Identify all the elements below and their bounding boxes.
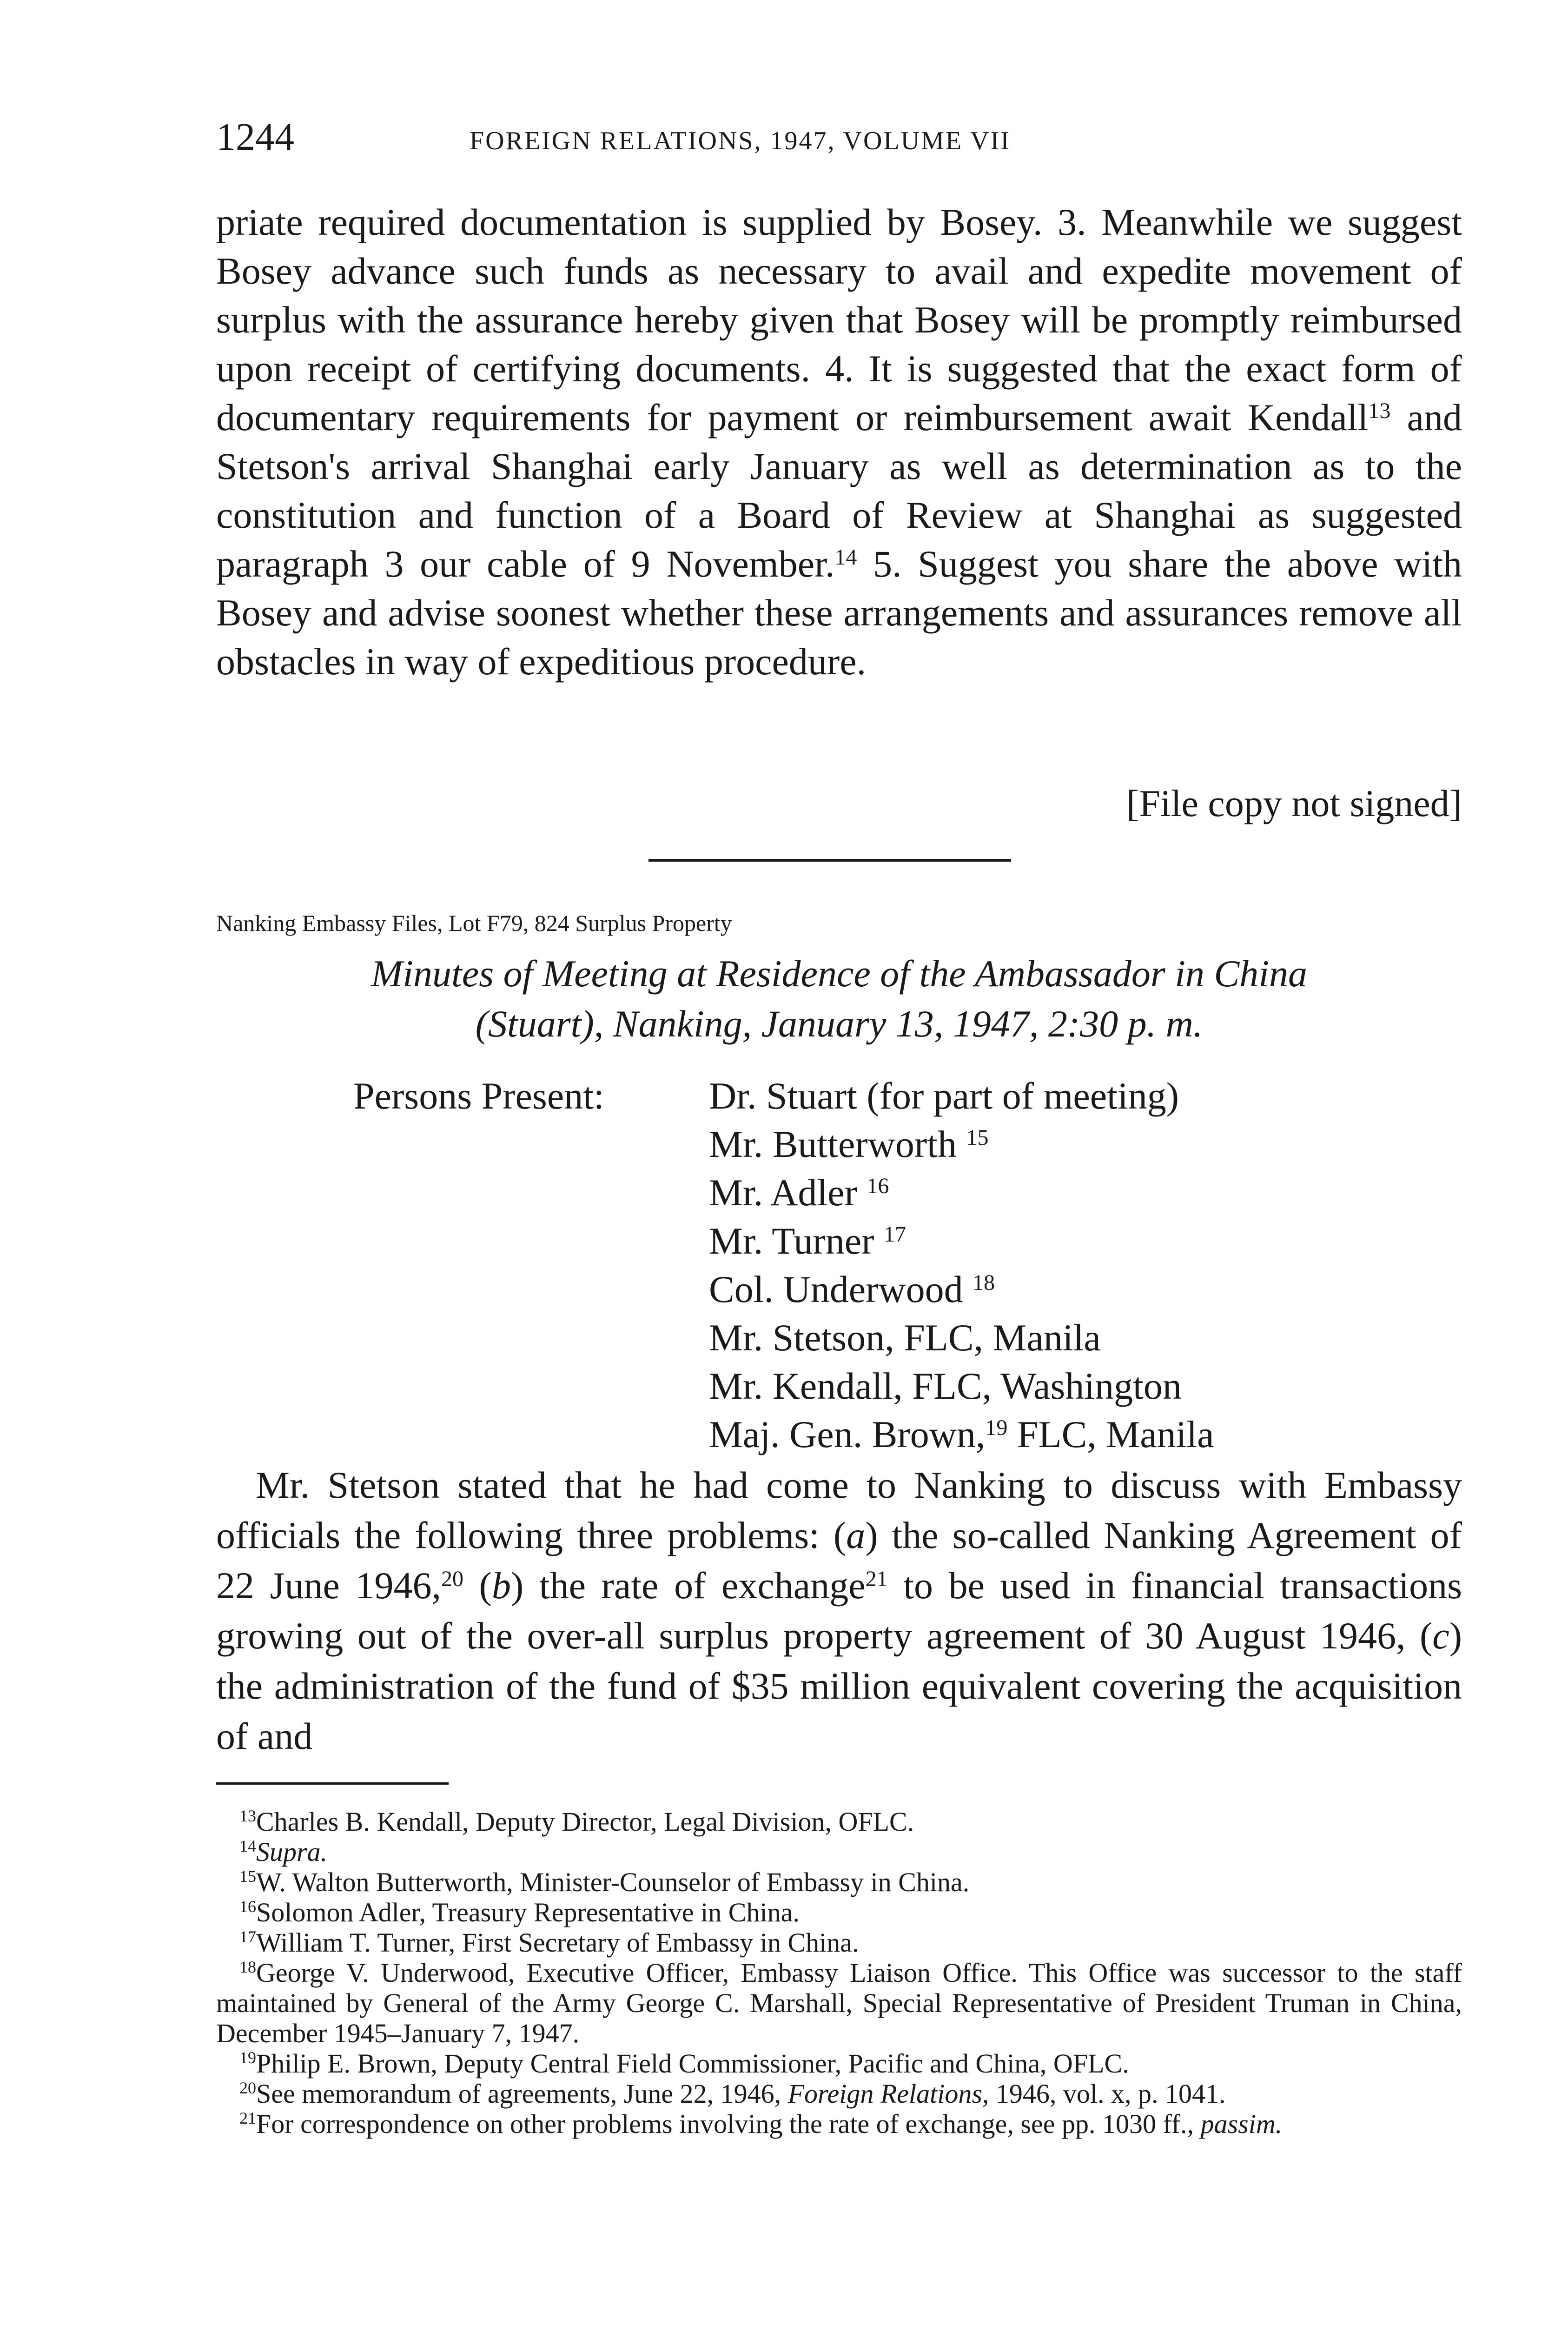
person-entry: [709, 1362, 1214, 1410]
footnote-citation: Foreign Relations: [787, 2079, 982, 2109]
person-entry: [709, 1217, 1214, 1265]
footnote-divider: [216, 1782, 449, 1785]
footnote-text: Charles B. Kendall, Deputy Director, Legal Division, OFLC.: [256, 1807, 914, 1837]
person-entry: [709, 1410, 1214, 1459]
item-letter: b: [491, 1564, 511, 1607]
persons-present-label: Persons Present:: [353, 1075, 604, 1117]
footnote-ref: 19: [985, 1415, 1008, 1440]
paragraph-text: Mr. Stetson stated that he had come to Nanking to discuss with Embassy officials the following three problems: (: [216, 1464, 1462, 1556]
footnote-text: Solomon Adler, Treasury Representative in China.: [256, 1897, 800, 1927]
item-letter: a: [846, 1514, 866, 1556]
footnote-number: 20: [239, 2079, 256, 2097]
footnote: [216, 1837, 1462, 1867]
title-line-2: (Stuart), Nanking, January 13, 1947, 2:30 p. m.: [475, 1003, 1203, 1045]
footnote: [216, 2048, 1462, 2079]
footnote-number: 15: [239, 1867, 256, 1886]
footnote-ref: 17: [883, 1222, 906, 1247]
footnote: [216, 1897, 1462, 1927]
footnote: [216, 1867, 1462, 1897]
person-name: Mr. Stetson, FLC, Manila: [709, 1316, 1101, 1359]
person-name: Mr. Adler: [709, 1171, 857, 1214]
footnote-ref: 21: [865, 1567, 888, 1591]
page-number: 1244: [216, 115, 294, 159]
footnote-ref: 14: [834, 545, 857, 570]
footnote-number: 17: [239, 1927, 256, 1946]
footnote-ref: 13: [1368, 399, 1391, 423]
signature-note: [File copy not signed]: [1126, 782, 1462, 824]
footnote: [216, 2079, 1462, 2109]
minutes-text: [216, 1460, 1462, 1761]
footnote-text: W. Walton Butterworth, Minister-Counselor of Embassy in China.: [256, 1867, 970, 1897]
paragraph-text: ) the rate of exchange: [510, 1564, 866, 1607]
paragraph-text: 5. Suggest you share the above with Bosey and advise soonest whether these arrangements and assurances remove all obstacles in way of expeditious procedure.: [216, 543, 1462, 683]
person-entry: [709, 1072, 1214, 1120]
person-name: Mr. Butterworth: [709, 1123, 957, 1165]
document-title: [216, 949, 1462, 1049]
footnote-text: William T. Turner, First Secretary of Embassy in China.: [256, 1927, 859, 1958]
person-entry: [709, 1120, 1214, 1169]
footnote-ref: 15: [966, 1125, 989, 1150]
paragraph-text: to be used in financial transactions growing out of the over-all surplus property agreement of 30 August 1946, (: [216, 1564, 1462, 1657]
footnote: [216, 1927, 1462, 1958]
footnote-text: George V. Underwood, Executive Officer, Embassy Liaison Office. This Office was successor to the staff maintained by General of the Army George C. Marshall, Special Representative of President Truman in China, December 1945–January 7, 1947.: [216, 1958, 1462, 2048]
persons-present-list: [709, 1072, 1214, 1459]
running-title: FOREIGN RELATIONS, 1947, VOLUME VII: [470, 126, 1011, 155]
person-name: Mr. Kendall, FLC, Washington: [709, 1365, 1182, 1407]
footnote-number: 21: [239, 2109, 256, 2127]
item-letter: c: [1432, 1614, 1449, 1657]
file-reference: Nanking Embassy Files, Lot F79, 824 Surplus Property: [216, 910, 732, 936]
minutes-paragraph: [216, 1460, 1462, 1761]
person-entry: [709, 1314, 1214, 1362]
footnotes: [216, 1807, 1462, 2139]
paragraph-text: and Stetson's arrival Shanghai early January as well as determination as to the constitution and function of a Board of Review at Shanghai as suggested paragraph 3 our cable of 9 November.: [216, 396, 1462, 585]
footnote-text: Supra.: [256, 1837, 328, 1867]
footnote-citation: passim.: [1200, 2109, 1283, 2139]
title-line-1: Minutes of Meeting at Residence of the Ambassador in China: [370, 952, 1308, 995]
footnote-text: , 1946, vol. x, p. 1041.: [982, 2079, 1226, 2109]
person-entry: [709, 1169, 1214, 1217]
footnote-number: 14: [239, 1837, 256, 1855]
footnote-number: 16: [239, 1897, 256, 1916]
footnote: [216, 1807, 1462, 1837]
person-name: Mr. Turner: [709, 1220, 874, 1262]
section-divider: [648, 859, 1011, 862]
footnote-text: For correspondence on other problems involving the rate of exchange, see pp. 1030 ff.,: [256, 2109, 1201, 2139]
paragraph-text: ) the so-called Nanking Agreement of 22 June 1946,: [216, 1514, 1462, 1607]
footnote-ref: 16: [867, 1174, 889, 1198]
person-name: Col. Underwood: [709, 1268, 963, 1310]
continued-text: [216, 198, 1462, 686]
footnote-number: 13: [239, 1807, 256, 1825]
person-name: Maj. Gen. Brown,: [709, 1413, 986, 1455]
person-name: Dr. Stuart (for part of meeting): [709, 1075, 1179, 1117]
page-header: [216, 116, 1471, 158]
person-name-suffix: FLC, Manila: [1007, 1413, 1214, 1455]
person-entry: [709, 1265, 1214, 1314]
paragraph-text: ) the administration of the fund of $35 million equivalent covering the acquisition of and: [216, 1614, 1462, 1757]
footnote: [216, 1958, 1462, 2048]
footnote: [216, 2109, 1462, 2139]
continued-paragraph: [216, 198, 1462, 686]
paragraph-text: priate required documentation is supplied by Bosey. 3. Meanwhile we suggest Bosey advance such funds as necessary to avail and expedite movement of surplus with the assurance hereby given that Bosey will be promptly reimbursed upon receipt of certifying documents. 4. It is suggested that the exact form of documentary requirements for payment or reimbursement await Kendall: [216, 201, 1462, 438]
paragraph-text: (: [463, 1564, 492, 1607]
footnote-ref: 20: [441, 1567, 464, 1591]
footnote-number: 19: [239, 2048, 256, 2067]
footnote-number: 18: [239, 1958, 256, 1976]
footnote-text: Philip E. Brown, Deputy Central Field Commissioner, Pacific and China, OFLC.: [256, 2048, 1129, 2079]
footnote-ref: 18: [973, 1270, 995, 1295]
footnote-text: See memorandum of agreements, June 22, 1946,: [256, 2079, 788, 2109]
